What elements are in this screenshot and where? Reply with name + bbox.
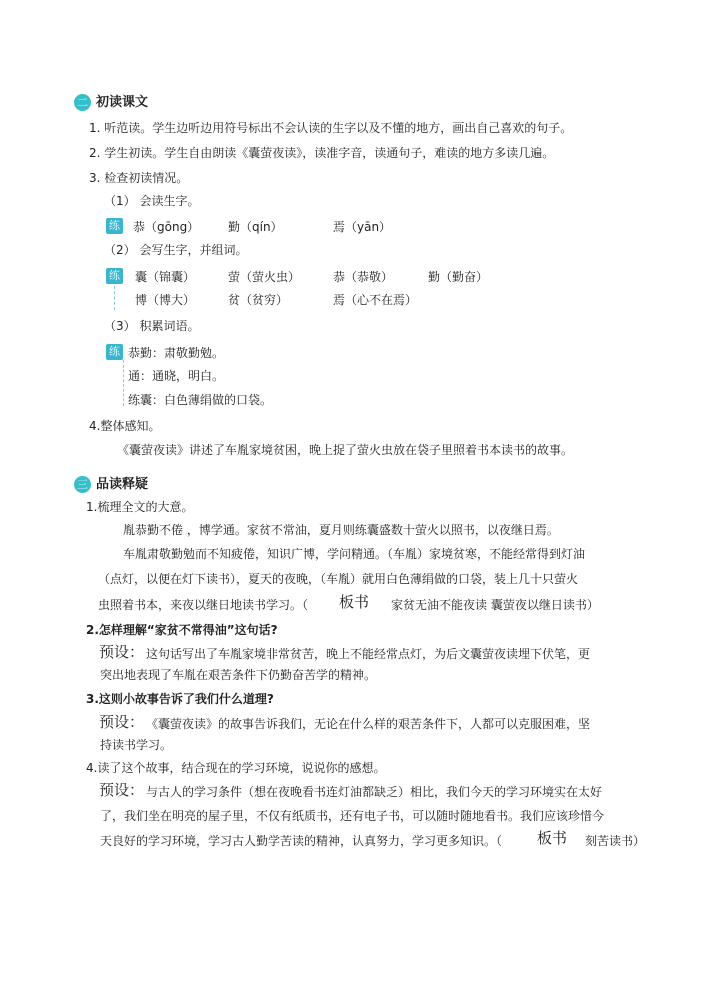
practice-icon-3: 练 — [106, 344, 123, 360]
s2-item-1: 1. 听范读。学生边听边用符号标出不会认读的生字以及不懂的地方，画出自己喜欢的句子。 — [89, 121, 573, 135]
q1-line-2: （点灯，以便在灯下读书），夏天的夜晚，（车胤）就用白色薄绢做的口袋，装上几十只萤火 — [98, 572, 579, 586]
s2-item-2: 2. 学生初读。学生自由朗读《囊萤夜读》，读准字音，读通句子，难读的地方多读几遍。 — [89, 146, 555, 160]
q2-line-2: 突出地表现了车胤在艰苦条件下仍勤奋苦学的精神。 — [100, 668, 377, 682]
q1-banshu-text: 家贫无油不能夜读 囊萤夜以继日读书） — [391, 598, 599, 612]
word-4: 勤（勤奋） — [428, 270, 489, 284]
q1-original: 胤恭勤不倦 ，博学通。家贫不常油，夏月则练囊盛数十萤火以照书，以夜继日焉。 — [123, 523, 559, 537]
s2-item-4-text: 《囊萤夜读》讲述了车胤家境贫困，晚上捉了萤火虫放在袋子里照着书本读书的故事。 — [117, 443, 574, 457]
q4-line-1: 与古人的学习条件（想在夜晚看书连灯油都缺乏）相比，我们今天的学习环境实在太好 — [146, 785, 603, 799]
q4-label: 预设： — [99, 781, 145, 799]
word-7: 焉（心不在焉） — [333, 293, 418, 307]
q1-banshu-label: 板书 — [339, 593, 370, 611]
s2-sub-3-label: （3） 积累词语。 — [104, 319, 200, 333]
word-2: 萤（萤火虫） — [228, 270, 301, 284]
vocab-1: 恭勤：肃敬勤勉。 — [128, 346, 225, 360]
char-3: 焉（yān） — [333, 220, 392, 234]
section-3-badge: 三 — [74, 476, 91, 493]
section-2-title: 初读课文 — [96, 95, 149, 110]
s2-sub-2-label: （2） 会写生字，并组词。 — [104, 243, 248, 257]
char-2: 勤（qín） — [228, 220, 283, 234]
word-3: 恭（恭敬） — [333, 270, 394, 284]
q2-line-1: 这句话写出了车胤家境非常贫苦，晚上不能经常点灯，为后文囊萤夜读埋下伏笔，更 — [146, 647, 591, 661]
word-5: 博（博大） — [135, 293, 196, 307]
s2-item-4: 4.整体感知。 — [89, 419, 161, 433]
char-1: 恭（gōng） — [133, 220, 200, 234]
q3-line-2: 持读书学习。 — [100, 738, 173, 752]
word-6: 贫（贫穷） — [228, 293, 289, 307]
q3-heading: 3.这则小故事告诉了我们什么道理? — [86, 692, 274, 706]
s2-sub-1-label: （1） 会读生字。 — [104, 194, 200, 208]
practice-icon-2: 练 — [106, 268, 123, 284]
practice-icon-1: 练 — [106, 218, 123, 234]
dashed-guide-2 — [114, 286, 115, 310]
vocab-3: 练囊：白色薄绢做的口袋。 — [128, 393, 273, 407]
q2-heading: 2.怎样理解“家贫不常得油”这句话? — [86, 623, 278, 637]
dashed-guide-3 — [123, 360, 124, 406]
q3-label: 预设： — [99, 713, 145, 731]
word-1: 囊（锦囊） — [135, 270, 196, 284]
q4-banshu-text: 刻苦读书） — [585, 834, 646, 848]
section-2-badge: 二 — [74, 94, 91, 111]
q4-heading: 4.读了这个故事，结合现在的学习环境，说说你的感想。 — [86, 761, 386, 775]
q1-line-1: 车胤肃敬勤勉而不知疲倦，知识广博，学问精通。（车胤）家境贫寒，不能经常得到灯油 — [123, 547, 586, 561]
s2-item-3: 3. 检查初读情况。 — [89, 171, 189, 185]
q4-banshu-label: 板书 — [537, 829, 568, 847]
q3-line-1: 《囊萤夜读》的故事告诉我们，无论在什么样的艰苦条件下，人都可以克服困难，坚 — [146, 717, 591, 731]
vocab-2: 通：通晓，明白。 — [128, 369, 225, 383]
q4-line-2: 了，我们坐在明亮的屋子里，不仅有纸质书，还有电子书，可以随时随地看书。我们应该珍惜今 — [100, 809, 605, 823]
q1-heading: 1.梳理全文的大意。 — [86, 500, 194, 514]
q4-line-3: 天良好的学习环境，学习古人勤学苦读的精神，认真努力，学习更多知识。（ — [100, 834, 503, 848]
section-3-title: 品读释疑 — [96, 477, 149, 492]
q2-label: 预设： — [99, 643, 145, 661]
q1-line-3: 虫照着书本，来夜以继日地读书学习。（ — [98, 598, 309, 612]
